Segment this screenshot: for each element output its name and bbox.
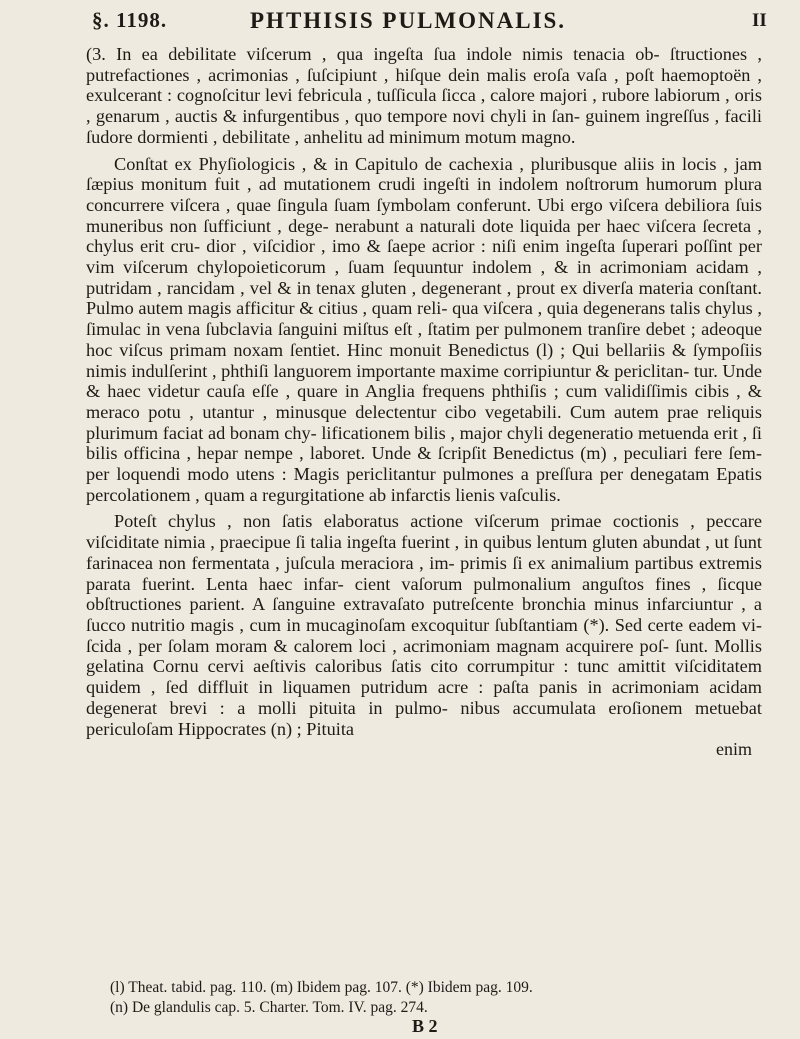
paragraph-constat: Conſtat ex Phyſiologicis , & in Capitulo de cachexia , pluribusque aliis in locis , jam ſæpius monitum fuit , ad mutationem crudi ingeſti in indolem noſtrorum humorum plura concurrere viſcera , quae ſingula ſuam ſymbolam conferunt. Ubi ergo viſcera debiliora ſuis muneribus non ſufficiunt , dege- nerabunt a naturali dote liquida per haec viſcera ſecreta , chylus erit cru- dior , viſcidior , imo & ſaepe acrior : niſi enim ingeſta ſuperari poſſint per vim viſcerum chylopoieticorum , ſuam ſequuntur indolem , & in acrimoniam acidam , putridam , rancidam , vel & in tenax gluten , degenerant , prout ex diverſa materia conſtant. Pulmo autem magis afficitur & citius , quam reli- qua viſcera , quia degenerans talis chylus , ſimulac in vena ſubclavia ſanguini miſtus eſt , ſtatim per pulmonem tranſire debet ; adeoque hoc viſcus primam noxam ſentiet. Hinc monuit Benedictus (l) ; Qui bellariis & ſympoſiis nimis indulſerint , phthiſi languorem importante maxime corripiuntur & periclitan- tur. Unde & haec videtur cauſa eſſe , quare in Anglia frequens phthiſis ; cum validiſſimis cibis , & meraco potu , utantur , minusque delectentur cibo vegetabili. Cum autem prae reliquis plurimum faciat ad bonam chy- lificationem bilis , major chyli degeneratio metuenda erit , ſi bilis officina , hepar nempe , laboret. Unde & ſcripſit Benedictus (m) , peculiari fere ſem- per loquendi modo utens : Magis periclitantur pulmones a preſſura per denegatam Epatis percolationem , quam a regurgitatione ab infarctis lienis vaſculis. [86, 153, 762, 505]
signature-mark: B 2 [412, 1016, 438, 1036]
running-header [0, 6, 800, 42]
paragraph-beta: (3. In ea debilitate viſcerum , qua ingeſta ſua indole nimis tenacia ob- ſtructiones , putrefactiones , acrimonias , ſuſcipiunt , hiſque dein malis eroſa vaſa , poſt haemoptoën , exulcerant : cognoſcitur levi febricula , tuſſicula ſicca , calore majori , rubore labiorum , oris , genarum , auctis & infurgentibus , quo tempore novi chyli in ſan- guinem ingreſſus , facili ſudore dormienti , debilitate , anhelitu ad minimum motum magno. [86, 44, 762, 147]
running-title: PHTHISIS PULMONALIS. [250, 8, 567, 33]
main-text [86, 44, 762, 760]
footnotes [110, 978, 770, 1018]
section-number: §. 1198. [92, 8, 168, 32]
paragraph-potest: Poteſt chylus , non ſatis elaboratus actione viſcerum primae coctionis , peccare viſciditate nimia , praecipue ſi talia ingeſta fuerint , in quibus lentum gluten abundat , ut ſunt farinacea non fermentata , juſcula meraciora , im- primis ſi ex animalium partibus extremis parata fuerint. Lenta haec infar- cient vaſorum pulmonalium anguſtos fines , ſicque obſtructiones parient. A ſanguine extravaſato putreſcente bronchia minus infarciuntur , a ſucco nutritio magis , cum in mucaginoſam excoquitur ſubſtantiam (*). Sed certe eadem vi- ſcida , per ſolam moram & calorem loci , acrimoniam magnam acquirere poſ- ſunt. Mollis gelatina Cornu cervi aeſtivis caloribus ſatis cito corrumpitur : tunc amittit viſciditatem quidem , ſed diffluit in liquamen putridum acre : paſta panis in acrimoniam acidam degenerat brevi : a molli pituita in pulmo- nibus accumulata eroſionem metuebat periculoſam Hippocrates (n) ; Pituita [86, 511, 762, 739]
page-number: II [752, 10, 767, 31]
footnote-line: (l) Theat. tabid. pag. 110. (m) Ibidem pag. 107. (*) Ibidem pag. 109. [110, 979, 533, 996]
footnote-line: (n) De glandulis cap. 5. Charter. Tom. IV. pag. 274. [110, 999, 428, 1016]
catchword: enim [716, 739, 752, 760]
